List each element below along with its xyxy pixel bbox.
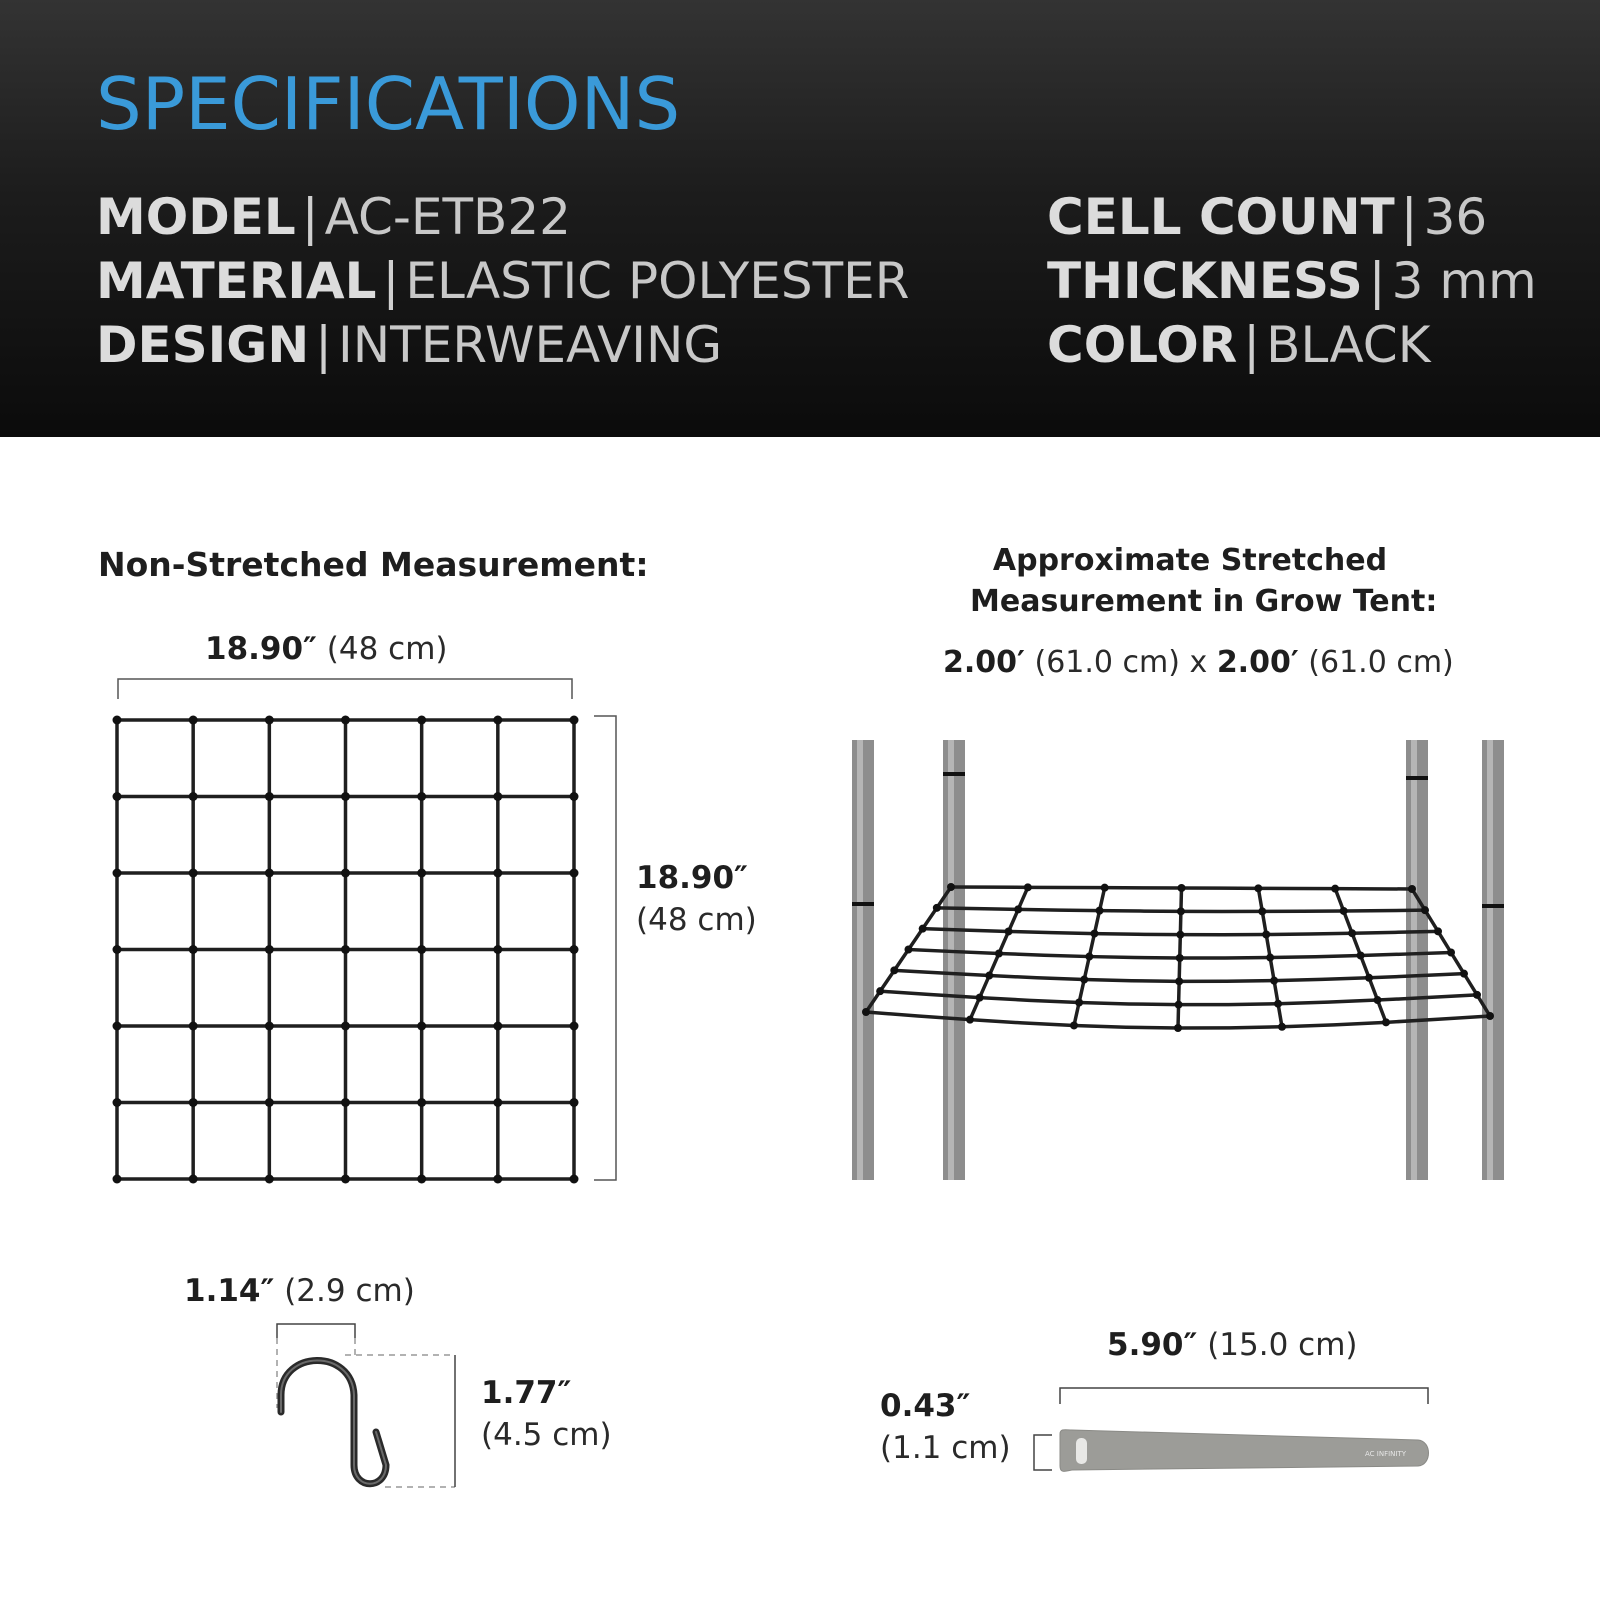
spec-design: DESIGN | INTERWEAVING <box>96 316 723 374</box>
stretched-net-knot <box>1178 884 1186 892</box>
net-knot <box>570 1022 579 1031</box>
net-knot <box>417 1022 426 1031</box>
stretched-net-knot <box>1270 977 1278 985</box>
net-knot <box>189 716 198 725</box>
strap-brand: AC INFINITY <box>1365 1450 1407 1458</box>
net-knot <box>341 869 350 878</box>
stretched-net-knot <box>876 987 884 995</box>
stretched-net-knot <box>1176 954 1184 962</box>
stretched-net-knot <box>1266 954 1274 962</box>
stretched-net-knot <box>1473 991 1481 999</box>
stretched-net-knot <box>1090 930 1098 938</box>
net-height-label: 18.90″ (48 cm) <box>636 860 757 938</box>
net-knot <box>341 945 350 954</box>
net-knot <box>341 1022 350 1031</box>
stretched-net-knot <box>1080 976 1088 984</box>
net-knot <box>341 1175 350 1184</box>
stretched-net-knot <box>1357 952 1365 960</box>
net-knot <box>265 1098 274 1107</box>
net-knot <box>113 945 122 954</box>
stretched-net-knot <box>1024 883 1032 891</box>
stretched-net-knot <box>1340 907 1348 915</box>
net-knot <box>341 1098 350 1107</box>
net-knot <box>570 1098 579 1107</box>
net-knot <box>113 1022 122 1031</box>
stretched-net-knot <box>1005 927 1013 935</box>
stretched-net-knot <box>1460 970 1468 978</box>
net-knot <box>189 945 198 954</box>
s-hook-icon <box>277 1324 455 1487</box>
stretched-net-knot <box>1176 931 1184 939</box>
trellis-net-grid <box>113 716 579 1184</box>
net-knot <box>570 716 579 725</box>
net-knot <box>189 792 198 801</box>
net-knot <box>493 945 502 954</box>
stretched-net-knot <box>1274 1000 1282 1008</box>
net-knot <box>265 1175 274 1184</box>
net-knot <box>570 792 579 801</box>
stretched-net-knot <box>966 1016 974 1024</box>
net-knot <box>265 1022 274 1031</box>
stretched-net-knot <box>985 972 993 980</box>
stretched-net-knot <box>1348 929 1356 937</box>
net-knot <box>265 792 274 801</box>
stretched-net-knot <box>1421 906 1429 914</box>
stretched-net-knot <box>890 966 898 974</box>
strap-width-label: 0.43″ (1.1 cm) <box>880 1388 1011 1466</box>
stretched-net-knot <box>1365 974 1373 982</box>
stretched-net-knot <box>1096 907 1104 915</box>
height-bracket <box>594 716 616 1180</box>
stretched-net-knot <box>1382 1018 1390 1026</box>
stretched-net-knot <box>1278 1023 1286 1031</box>
spec-thickness: THICKNESS | 3 mm <box>1047 252 1537 310</box>
hook-height-label: 1.77″ (4.5 cm) <box>481 1375 612 1453</box>
page-title: SPECIFICATIONS <box>96 62 681 146</box>
velcro-strap-icon <box>1034 1388 1429 1471</box>
spec-cell-count: CELL COUNT | 36 <box>1047 188 1488 246</box>
stretched-net-knot <box>1331 885 1339 893</box>
net-knot <box>189 1175 198 1184</box>
net-knot <box>417 869 426 878</box>
stretched-net-knot <box>1434 927 1442 935</box>
net-knot <box>341 792 350 801</box>
stretched-net-knot <box>1374 996 1382 1004</box>
stretched-net-knot <box>1177 907 1185 915</box>
net-knot <box>265 869 274 878</box>
net-knot <box>417 945 426 954</box>
net-knot <box>493 1022 502 1031</box>
stretched-net-knot <box>1085 953 1093 961</box>
net-knot <box>417 1175 426 1184</box>
net-knot <box>189 869 198 878</box>
stretched-net-knot <box>905 946 913 954</box>
stretched-net-knot <box>947 883 955 891</box>
stretched-net-knot <box>1070 1021 1078 1029</box>
net-knot <box>493 792 502 801</box>
stretched-net-knot <box>1447 949 1455 957</box>
stretched-net-knot <box>1408 885 1416 893</box>
stretched-net-knot <box>1014 905 1022 913</box>
net-knot <box>493 869 502 878</box>
net-knot <box>493 1175 502 1184</box>
stretched-net-knot <box>862 1008 870 1016</box>
net-knot <box>570 869 579 878</box>
net-knot <box>113 716 122 725</box>
net-knot <box>493 1098 502 1107</box>
net-knot <box>113 792 122 801</box>
net-knot <box>417 792 426 801</box>
spec-color: COLOR | BLACK <box>1047 316 1431 374</box>
net-knot <box>113 1098 122 1107</box>
stretched-net-knot <box>1101 884 1109 892</box>
net-knot <box>265 716 274 725</box>
stretched-net-knot <box>1254 884 1262 892</box>
strap-length-label: 5.90″ (15.0 cm) <box>1107 1327 1358 1363</box>
non-stretched-title: Non-Stretched Measurement: <box>98 545 649 584</box>
stretched-net-knot <box>1258 907 1266 915</box>
stretched-net-knot <box>1174 1024 1182 1032</box>
net-knot <box>417 1098 426 1107</box>
net-knot <box>493 716 502 725</box>
width-bracket <box>118 679 572 699</box>
stretched-net-knot <box>976 994 984 1002</box>
net-knot <box>113 869 122 878</box>
spec-model: MODEL | AC-ETB22 <box>96 188 571 246</box>
stretched-net-knot <box>919 925 927 933</box>
hook-width-label: 1.14″ (2.9 cm) <box>184 1273 415 1309</box>
net-knot <box>265 945 274 954</box>
stretched-title: Approximate Stretched Measurement in Grow Tent: <box>970 543 1438 619</box>
stretched-net-knot <box>1486 1012 1494 1020</box>
net-knot <box>570 945 579 954</box>
net-knot <box>189 1098 198 1107</box>
net-knot <box>570 1175 579 1184</box>
stretched-net-knot <box>1262 930 1270 938</box>
net-width-label: 18.90″ (48 cm) <box>205 631 448 667</box>
net-knot <box>341 716 350 725</box>
stretched-net-knot <box>1175 977 1183 985</box>
hook-shape <box>281 1360 386 1483</box>
spec-material: MATERIAL | ELASTIC POLYESTER <box>96 252 910 310</box>
stretched-net-knot <box>995 950 1003 958</box>
stretched-net-knot <box>933 904 941 912</box>
stretched-net-knot <box>1175 1001 1183 1009</box>
net-knot <box>113 1175 122 1184</box>
net-knot <box>189 1022 198 1031</box>
stretched-dims-label: 2.00′ (61.0 cm) x 2.00′ (61.0 cm) <box>943 645 1454 680</box>
net-knot <box>417 716 426 725</box>
stretched-net-knot <box>1075 998 1083 1006</box>
